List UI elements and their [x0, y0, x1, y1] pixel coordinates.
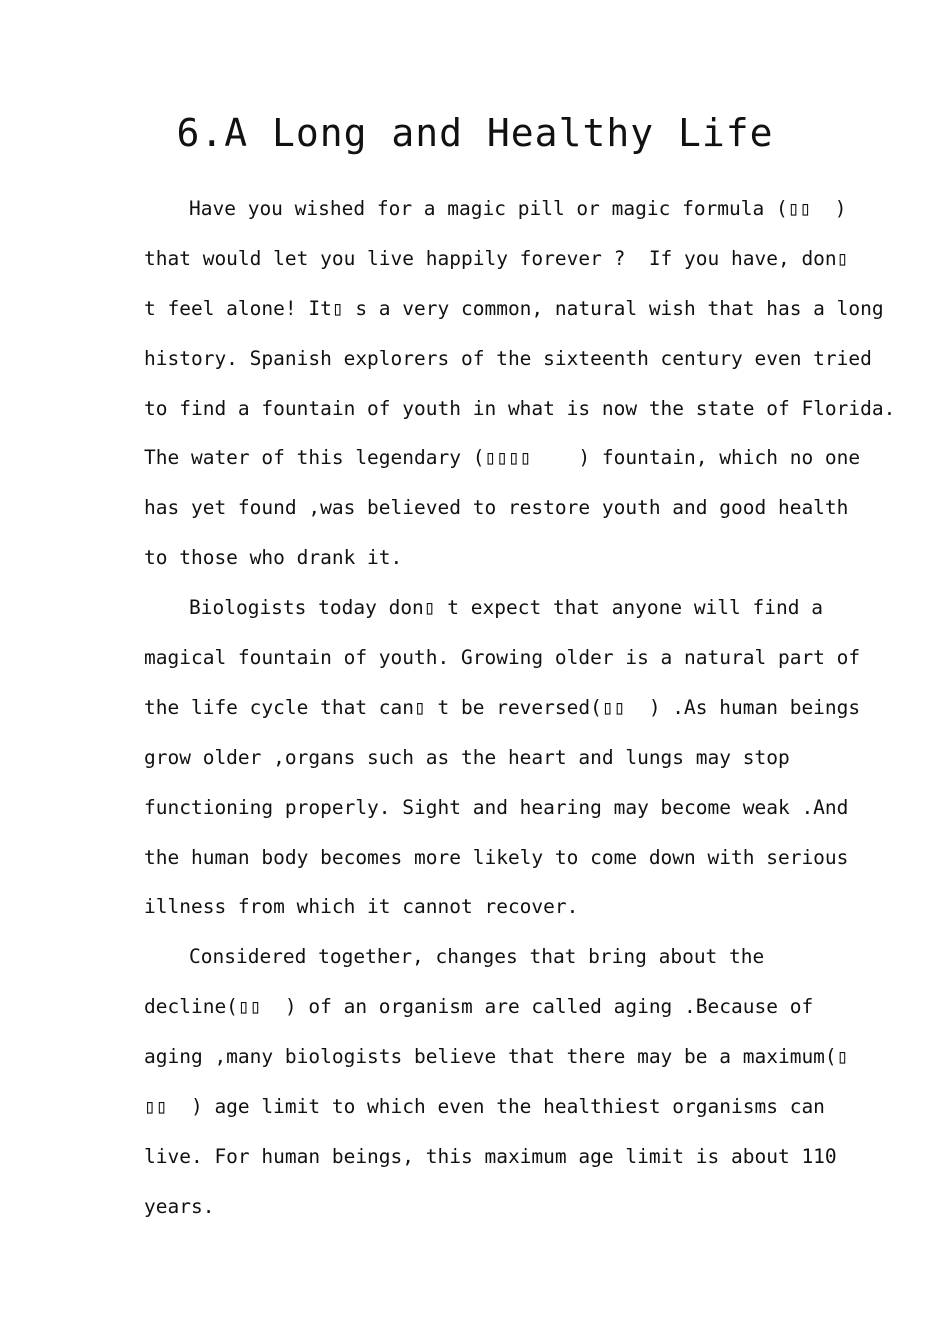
text-line: to find a fountain of youth in what is now the state of Florida.: [144, 396, 896, 420]
text-line: decline(▯▯ ) of an organism are called aging .Because of: [144, 995, 814, 1019]
text-line: Have you wished for a magic pill or magic formula (▯▯ ): [189, 197, 847, 220]
text-line: functioning properly. Sight and hearing may become weak .And: [144, 795, 849, 819]
text-line: live. For human beings, this maximum age limit is about 110: [144, 1144, 837, 1168]
text-line: magical fountain of youth. Growing older is a natural part of: [144, 646, 861, 670]
text-line: years.: [144, 1194, 215, 1218]
text-line: the human body becomes more likely to come down with serious: [144, 845, 849, 869]
text-line: Biologists today don▯ t expect that anyone will find a: [189, 596, 823, 620]
text-line: illness from which it cannot recover.: [144, 895, 579, 919]
text-line: the life cycle that can▯ t be reversed(▯▯ ) .As human beings: [144, 695, 861, 719]
page-title: 6.A Long and Healthy Life: [176, 111, 774, 155]
text-line: aging ,many biologists believe that there may be a maximum(▯: [144, 1045, 849, 1069]
text-line: that would let you live happily forever ? If you have, don▯: [144, 246, 849, 270]
text-line: to those who drank it.: [144, 546, 403, 570]
text-line: ▯▯ ) age limit to which even the healthiest organisms can: [144, 1095, 825, 1119]
text-line: history. Spanish explorers of the sixteenth century even tried: [144, 346, 872, 370]
text-line: has yet found ,was believed to restore youth and good health: [144, 496, 849, 520]
article-body: [144, 184, 896, 1232]
text-line: The water of this legendary (▯▯▯▯ ) fountain, which no one: [144, 446, 861, 470]
text-line: t feel alone! It▯ s a very common, natural wish that has a long: [144, 296, 884, 320]
text-line: Considered together, changes that bring about the: [189, 945, 765, 969]
text-line: grow older ,organs such as the heart and lungs may stop: [144, 745, 790, 769]
